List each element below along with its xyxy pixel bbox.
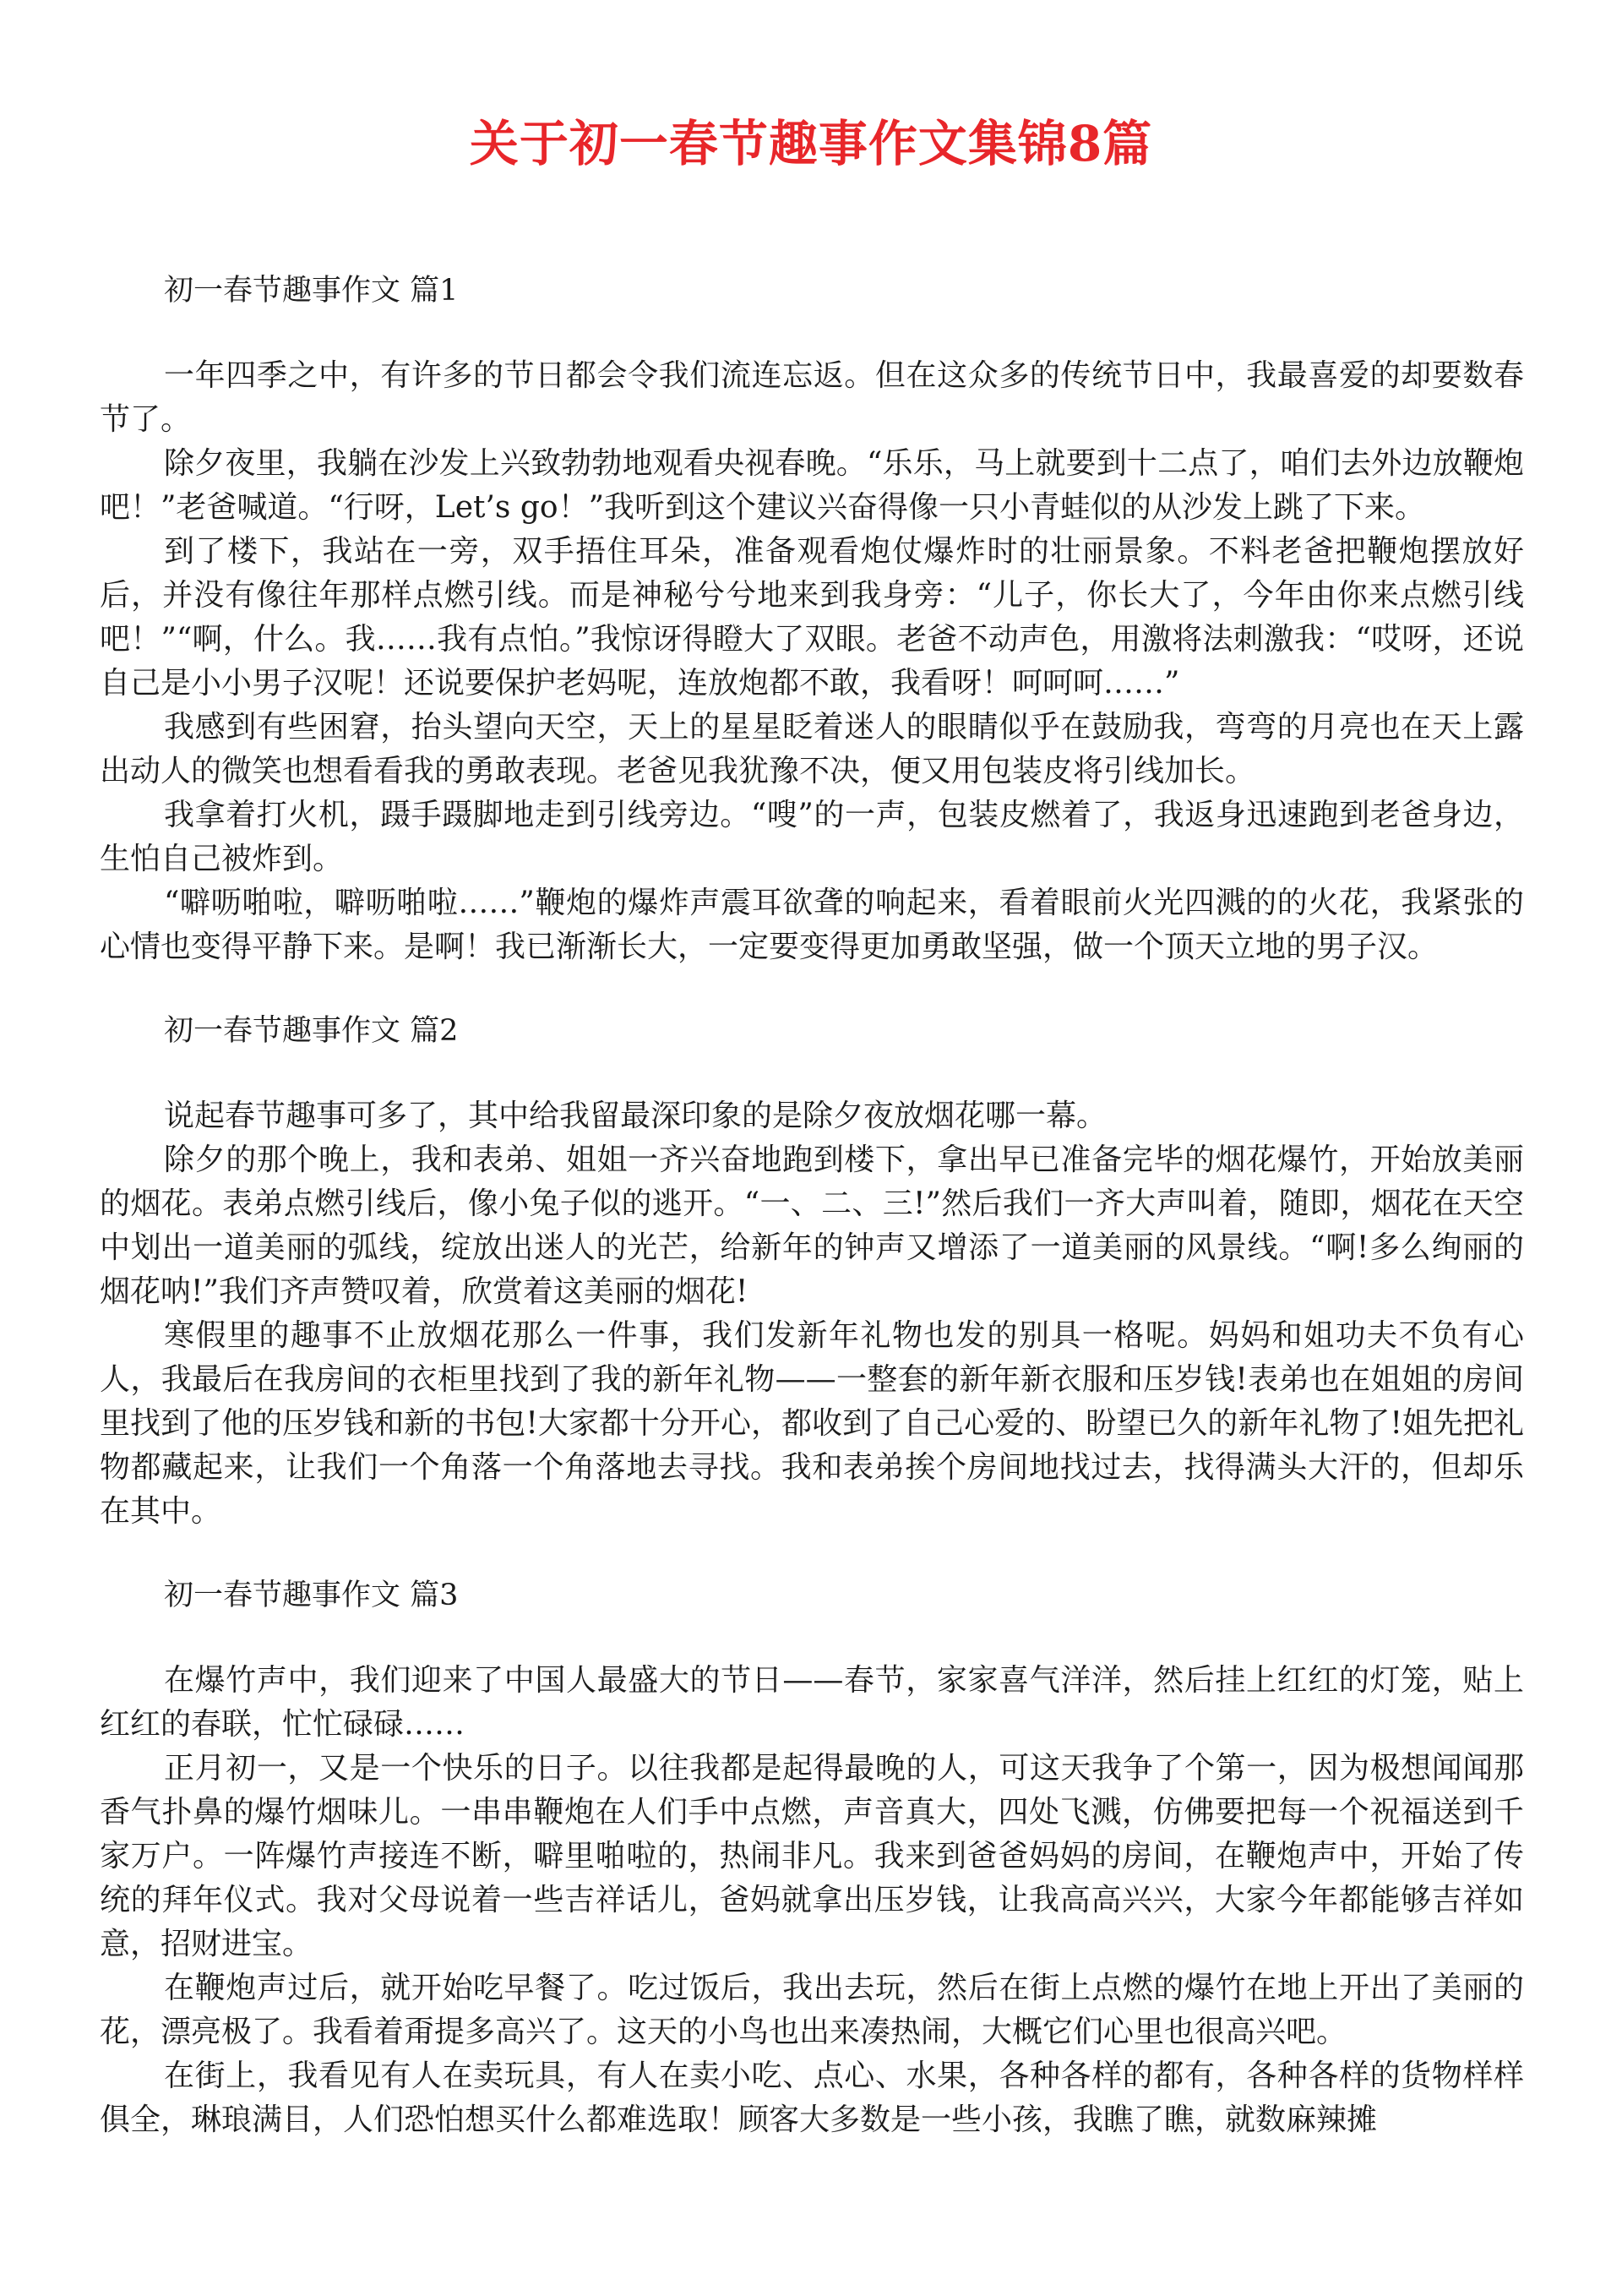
section-heading: 初一春节趣事作文 篇1 — [164, 274, 459, 308]
paragraph: 一年四季之中，有许多的节日都会令我们流连忘返。但在这众多的传统节日中，我最喜爱的却要数春节了。 — [100, 358, 1524, 437]
paragraph: 在爆竹声中，我们迎来了中国人最盛大的节日——春节，家家喜气洋洋，然后挂上红红的灯笼，贴上红红的春联，忙忙碌碌…… — [100, 1663, 1524, 1742]
section-heading: 初一春节趣事作文 篇3 — [164, 1579, 459, 1612]
section-heading: 初一春节趣事作文 篇2 — [164, 1014, 459, 1048]
paragraph: 除夕的那个晚上，我和表弟、姐姐一齐兴奋地跑到楼下，拿出早已准备完毕的烟花爆竹，开始放美丽的烟花。表弟点燃引线后，像小兔子似的逃开。“一、二、三!”然后我们一齐大声叫着，随即，烟花在天空中划出一道美丽的弧线，绽放出迷人的光芒，给新年的钟声又增添了一道美丽的风景线。“啊!多么绚丽的烟花呐!”我们齐声赞叹着，欣赏着这美丽的烟花! — [100, 1143, 1524, 1309]
paragraph: 说起春节趣事可多了，其中给我留最深印象的是除夕夜放烟花哪一幕。 — [164, 1099, 1108, 1133]
section-gap — [100, 969, 1524, 1009]
spacer — [100, 1053, 1524, 1094]
paragraph: 我拿着打火机，蹑手蹑脚地走到引线旁边。“嗖”的一声，包装皮燃着了，我返身迅速跑到老爸身边，生怕自己被炸到。 — [100, 798, 1524, 876]
paragraph: 我感到有些困窘，抬头望向天空，天上的星星眨着迷人的眼睛似乎在鼓励我，弯弯的月亮也在天上露出动人的微笑也想看看我的勇敢表现。老爸见我犹豫不决，便又用包装皮将引线加长。 — [100, 710, 1524, 788]
spacer — [100, 1617, 1524, 1659]
paragraph: 在街上，我看见有人在卖玩具，有人在卖小吃、点心、水果，各种各样的都有，各种各样的货物样样俱全，琳琅满目，人们恐怕想买什么都难选取！顾客大多数是一些小孩，我瞧了瞧，就数麻辣摊 — [100, 2059, 1524, 2137]
essay-section-2 — [100, 1009, 1524, 1534]
essay-section-1 — [100, 269, 1524, 969]
essay-section-3 — [100, 1573, 1524, 2142]
section-gap — [100, 1534, 1524, 1573]
paragraph: 寒假里的趣事不止放烟花那么一件事，我们发新年礼物也发的别具一格呢。妈妈和姐功夫不负有心人，我最后在我房间的衣柜里找到了我的新年礼物——一整套的新年新衣服和压岁钱!表弟也在姐姐的房间里找到了他的压岁钱和新的书包!大家都十分开心，都收到了自己心爱的、盼望已久的新年礼物了!姐先把礼物都藏起来，让我们一个角落一个角落地去寻找。我和表弟挨个房间地找过去，找得满头大汗的，但却乐在其中。 — [100, 1318, 1524, 1529]
spacer — [100, 313, 1524, 354]
paragraph: 除夕夜里，我躺在沙发上兴致勃勃地观看央视春晚。“乐乐，马上就要到十二点了，咱们去外边放鞭炮吧！”老爸喊道。“行呀，Let’s go！”我听到这个建议兴奋得像一只小青蛙似的从沙发上跳了下来。 — [100, 446, 1524, 525]
paragraph: “噼呖啪啦，噼呖啪啦……”鞭炮的爆炸声震耳欲聋的响起来，看着眼前火光四溅的的火花，我紧张的心情也变得平静下来。是啊！我已渐渐长大，一定要变得更加勇敢坚强，做一个顶天立地的男子汉。 — [100, 886, 1524, 964]
paragraph: 正月初一，又是一个快乐的日子。以往我都是起得最晚的人，可这天我争了个第一，因为极想闻闻那香气扑鼻的爆竹烟味儿。一串串鞭炮在人们手中点燃，声音真大，四处飞溅，仿佛要把每一个祝福送到千家万户。一阵爆竹声接连不断，噼里啪啦的，热闹非凡。我来到爸爸妈妈的房间，在鞭炮声中，开始了传统的拜年仪式。我对父母说着一些吉祥话儿，爸妈就拿出压岁钱，让我高高兴兴，大家今年都能够吉祥如意，招财进宝。 — [100, 1751, 1524, 1961]
document-title: 关于初一春节趣事作文集锦8篇 — [469, 115, 1153, 172]
paragraph: 在鞭炮声过后，就开始吃早餐了。吃过饭后，我出去玩，然后在街上点燃的爆竹在地上开出了美丽的花，漂亮极了。我看着甭提多高兴了。这天的小鸟也出来凑热闹，大概它们心里也很高兴吧。 — [100, 1971, 1524, 2049]
paragraph: 到了楼下，我站在一旁，双手捂住耳朵，准备观看炮仗爆炸时的壮丽景象。不料老爸把鞭炮摆放好后，并没有像往年那样点燃引线。而是神秘兮兮地来到我身旁：“儿子，你长大了，今年由你来点燃引线吧！”“啊，什么。我……我有点怕。”我惊讶得瞪大了双眼。老爸不动声色，用激将法刺激我：“哎呀，还说自己是小小男子汉呢！还说要保护老妈呢，连放炮都不敢，我看呀！呵呵呵……” — [100, 534, 1524, 701]
document-body — [100, 269, 1524, 2142]
